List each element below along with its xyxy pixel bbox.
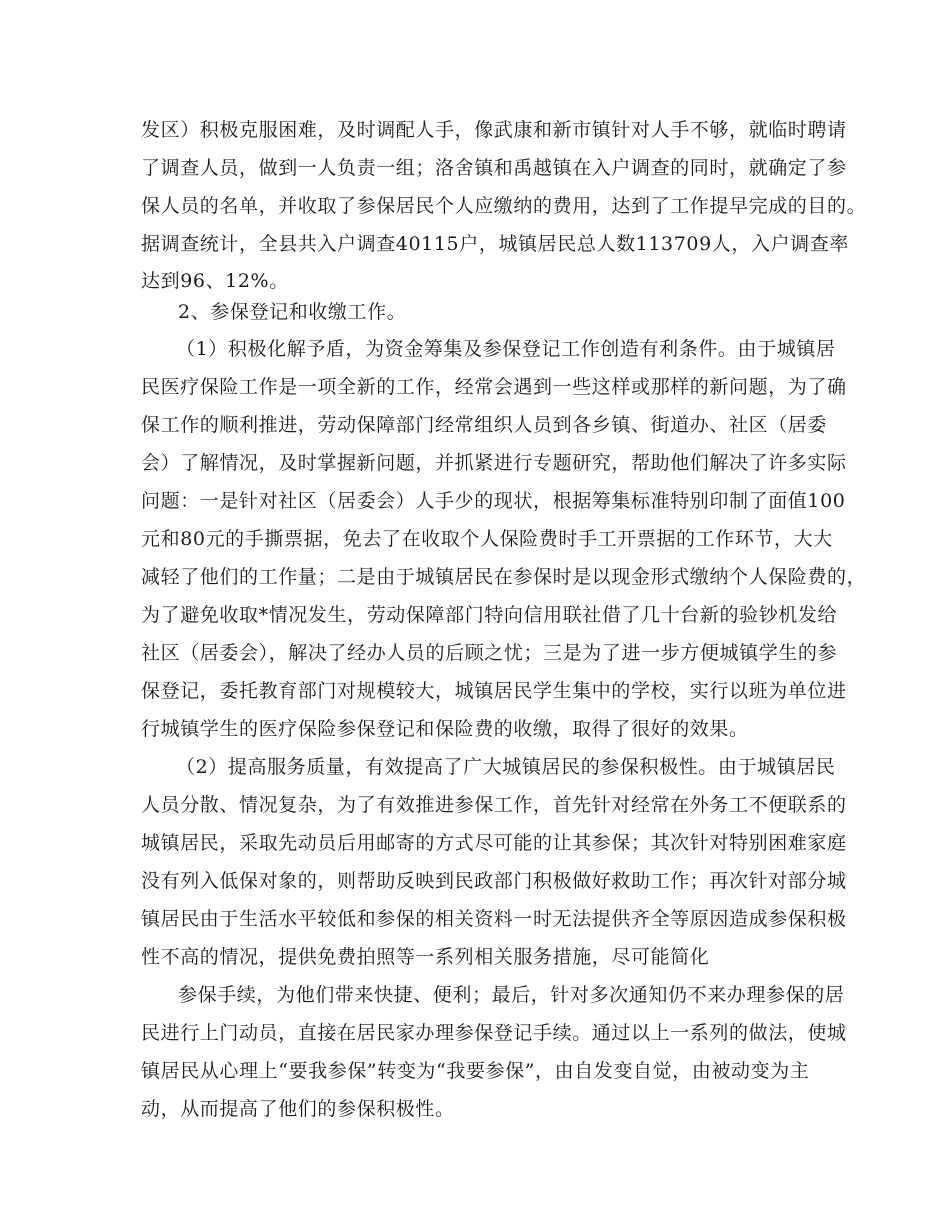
text-line: 镇居民从心理上“要我参保”转变为“我要参保”，由自发变自觉，由被动变为主 [141, 1060, 810, 1082]
text-line: 民医疗保险工作是一项全新的工作，经常会遇到一些这样或那样的新问题，为了确 [141, 376, 847, 398]
paragraph-first-line: 参保手续，为他们带来快捷、便利；最后，针对多次通知仍不来办理参保的居 [178, 984, 845, 1006]
text-line: 达到96、12%。 [141, 270, 289, 292]
paragraph-first-line: （1）积极化解予盾，为资金筹集及参保登记工作创造有利条件。由于城镇居 [176, 338, 836, 360]
text-line: 没有列入低保对象的，则帮助反映到民政部门积极做好救助工作；再次针对部分城 [141, 870, 847, 892]
text-line: 了调查人员，做到一人负责一组；洛舍镇和禹越镇在入户调查的同时，就确定了参 [141, 157, 847, 179]
text-line: 城镇居民，采取先动员后用邮寄的方式尽可能的让其参保；其次针对特别困难家庭 [141, 832, 847, 854]
section-heading: 2、参保登记和收缴工作。 [178, 301, 407, 323]
text-line: 据调查统计，全县共入户调查40115户，城镇居民总人数113709人，入户调查率 [141, 233, 849, 255]
text-line: 保工作的顺利推进，劳动保障部门经常组织人员到各乡镇、街道办、社区（居委 [141, 414, 828, 436]
paragraph-first-line: （2）提高服务质量，有效提高了广大城镇居民的参保积极性。由于城镇居民 [176, 756, 836, 778]
text-line: 问题：一是针对社区（居委会）人手少的现状，根据筹集标准特别印制了面值100 [141, 490, 846, 512]
text-line: 减轻了他们的工作量；二是由于城镇居民在参保时是以现金形式缴纳个人保险费的， [141, 566, 867, 588]
text-line: 为了避免收取*情况发生，劳动保障部门特向信用联社借了几十台新的验钞机发给 [141, 604, 838, 626]
text-line: 镇居民由于生活水平较低和参保的相关资料一时无法提供齐全等原因造成参保积极 [141, 908, 847, 930]
text-line: 行城镇学生的医疗保险参保登记和保险费的收缴，取得了很好的效果。 [141, 718, 749, 740]
text-line: 性不高的情况，提供免费拍照等一系列相关服务措施，尽可能简化 [141, 946, 710, 968]
text-line: 人员分散、情况复杂，为了有效推进参保工作，首先针对经常在外务工不便联系的 [141, 794, 847, 816]
text-line: 保人员的名单，并收取了参保居民个人应缴纳的费用，达到了工作提早完成的目的。 [141, 195, 867, 217]
text-line: 元和80元的手撕票据，免去了在收取个人保险费时手工开票据的工作环节，大大 [141, 528, 833, 550]
text-line: 会）了解情况，及时掌握新问题，并抓紧进行专题研究，帮助他们解决了许多实际 [141, 452, 847, 474]
text-line: 动，从而提高了他们的参保积极性。 [141, 1098, 455, 1120]
text-line: 发区）积极克服困难，及时调配人手，像武康和新市镇针对人手不够，就临时聘请 [141, 119, 847, 141]
text-line: 民进行上门动员，直接在居民家办理参保登记手续。通过以上一系列的做法，使城 [141, 1022, 847, 1044]
text-line: 保登记，委托教育部门对规模较大，城镇居民学生集中的学校，实行以班为单位进 [141, 680, 847, 702]
text-line: 社区（居委会），解决了经办人员的后顾之忧；三是为了进一步方便城镇学生的参 [141, 642, 838, 664]
